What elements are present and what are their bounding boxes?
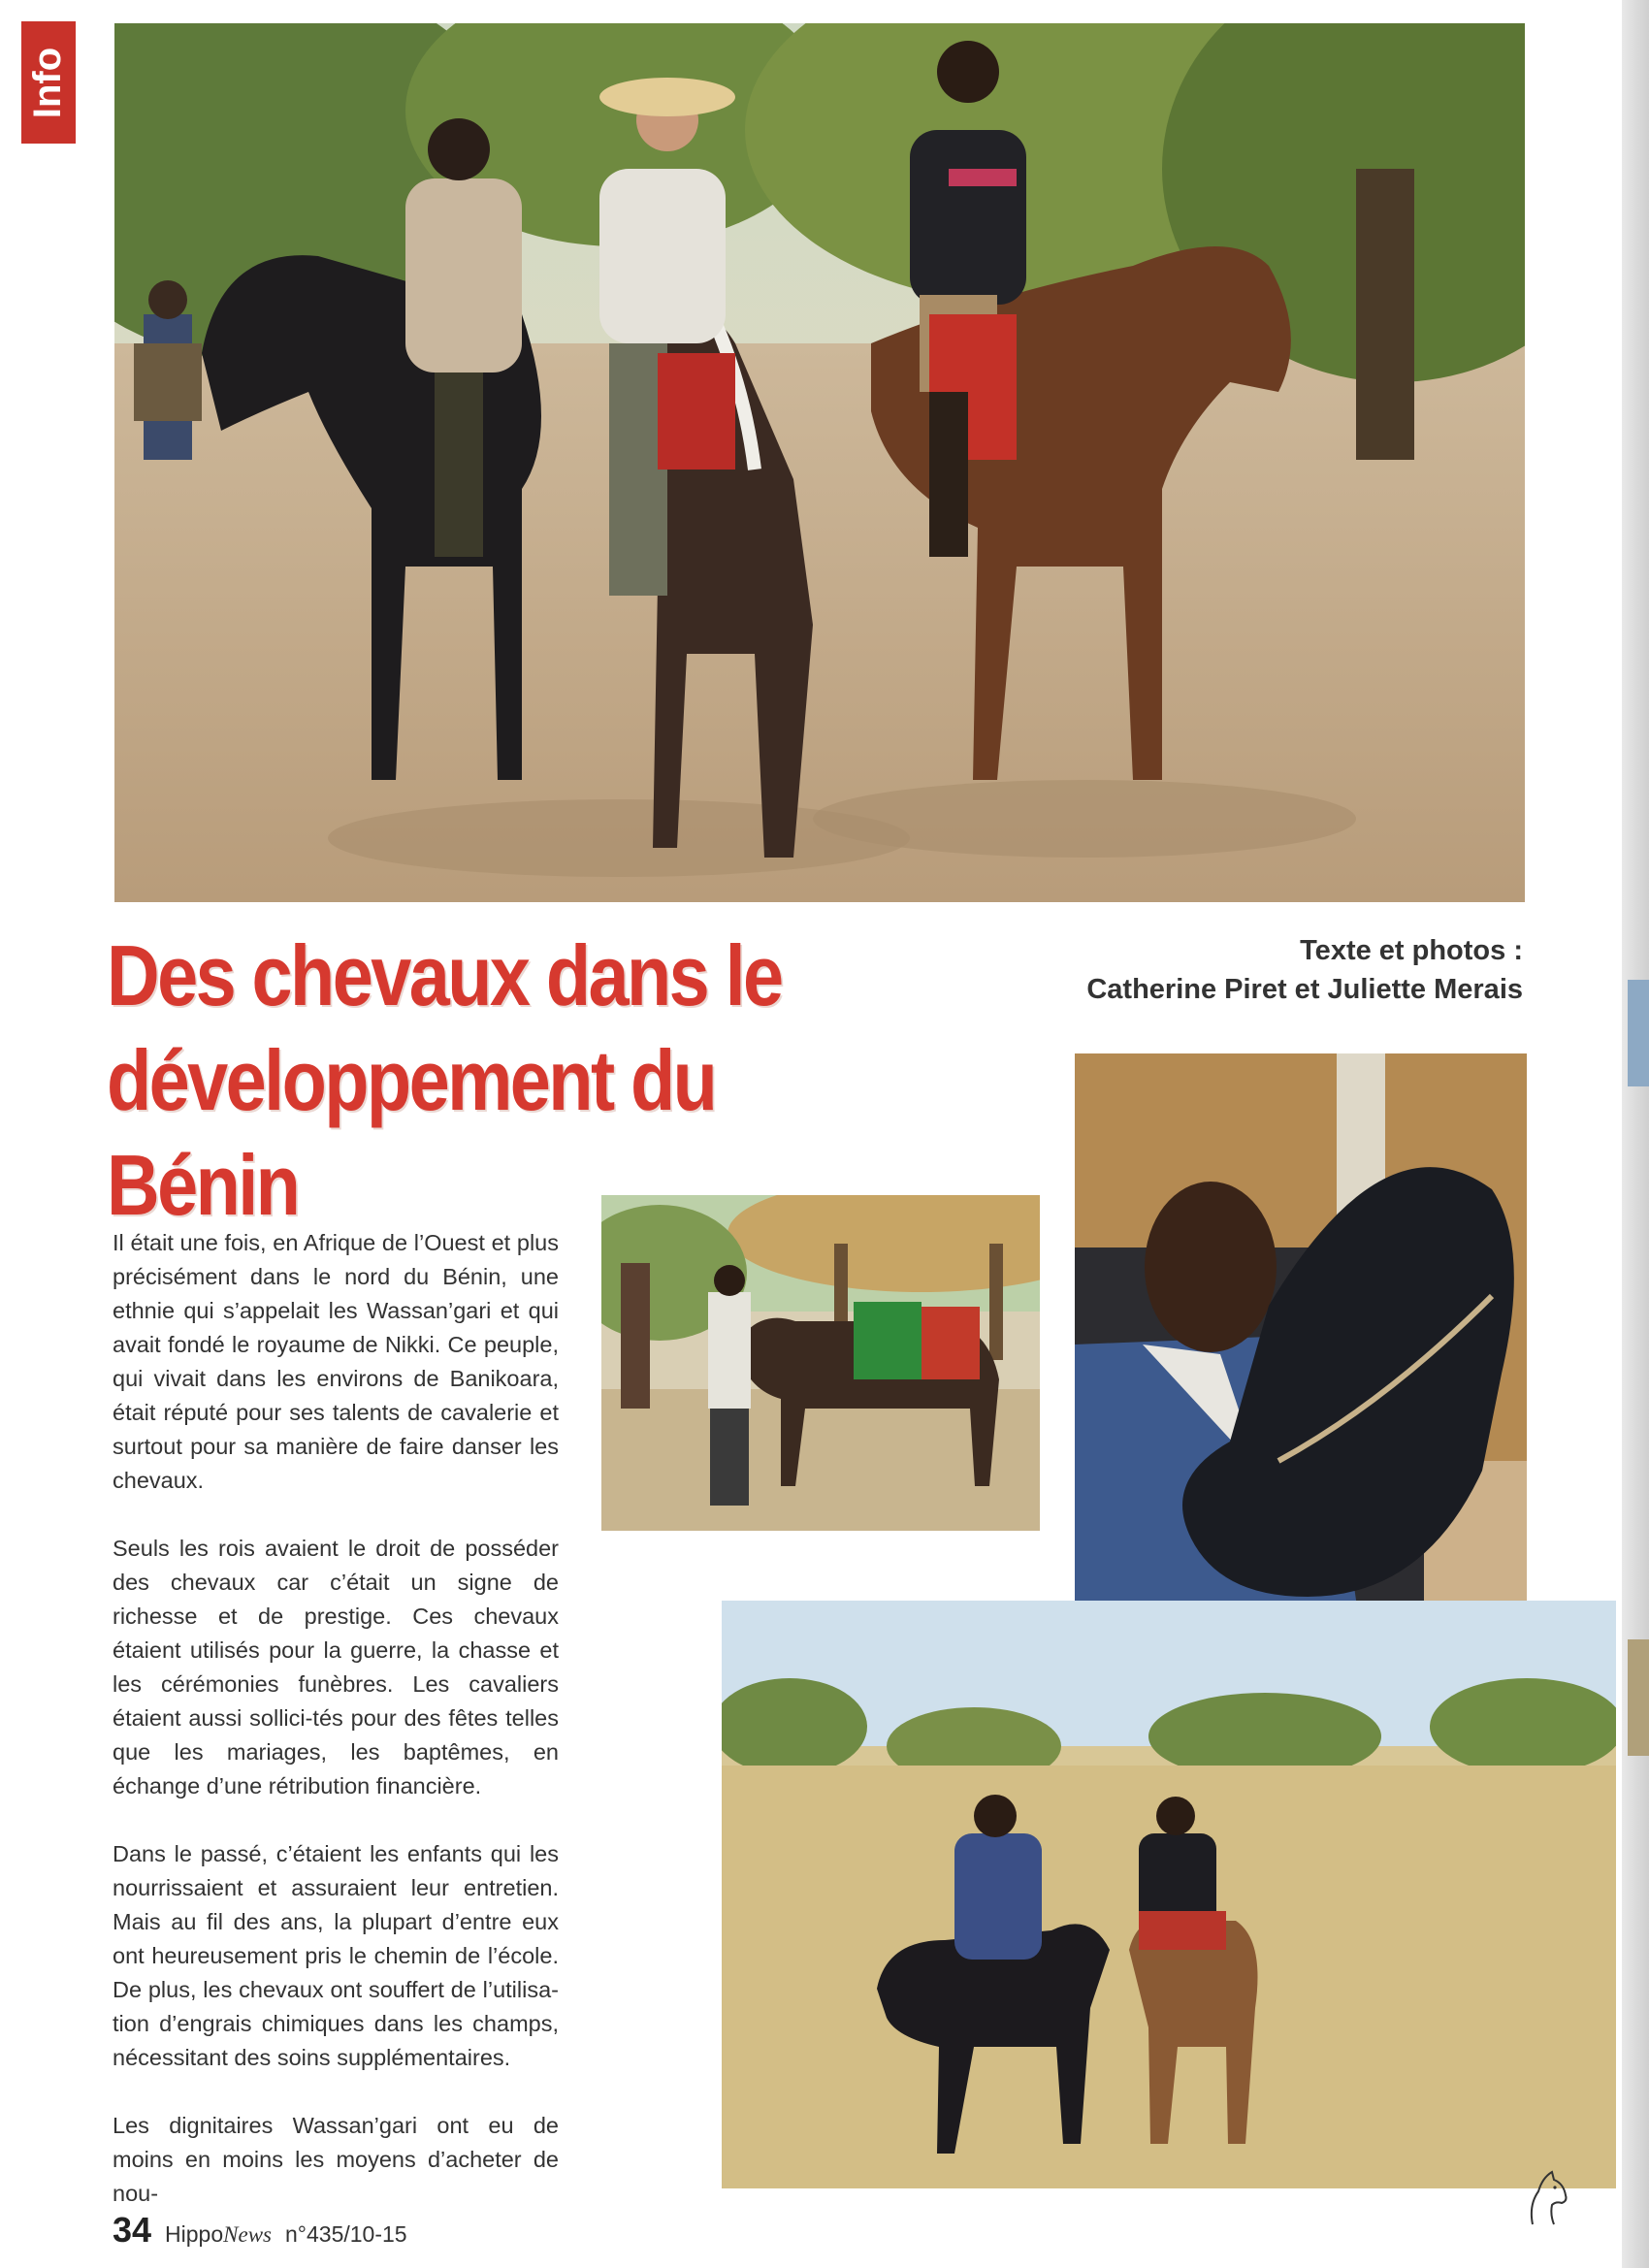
title-line-2: développement du Bénin [107, 1032, 716, 1233]
issue-number: n°435/10-15 [285, 2221, 407, 2247]
section-tab-label: Info [26, 47, 70, 118]
paragraph-4: Les dignitaires Wassan’gari ont eu de moins en moins les moyens d’acheter de nou- [113, 2113, 559, 2206]
paragraph-1: Il était une fois, en Afrique de l’Ouest et plus précisément dans le nord du Bénin, une ethnie qui s’appelait les Wassan’gari et qui avait fondé le royaume de Nikki. Ce peuple, qui vivait dans les environs de Banikoara, était réputé pour ses talents de cavalerie et surtout pour sa manière de faire danser les chevaux. [113, 1230, 559, 1493]
horse-head-icon [1523, 2168, 1571, 2228]
photo-decorated-horse [601, 1195, 1040, 1531]
article-body [113, 1226, 559, 2211]
hero-photo-riders [114, 23, 1525, 902]
article-credit [1086, 931, 1523, 1009]
paragraph-3: Dans le passé, c’étaient les enfants qui les nourrissaient et assuraient leur entretien. Mais au fil des ans, la plupart d’entre eux ont heureusement pris le chemin de l’école. De plus, les chevaux ont souffert de l’utilisa-tion d’engrais chimiques dans les champs, nécessitant des soins supplémentaires. [113, 1841, 559, 2070]
page-footer [113, 2210, 407, 2251]
section-tab [21, 21, 76, 144]
photo-riders-savanna [722, 1601, 1616, 2188]
paragraph-2: Seuls les rois avaient le droit de posséder des chevaux car c’était un signe de richesse et de prestige. Ces chevaux étaient utilisés pour la guerre, la chasse et les cérémonies funèbres. Les cavaliers étaient aussi sollici-tés pour des fêtes telles que les mariages, les baptêmes, en échange d’une rétribution financière. [113, 1536, 559, 1798]
adjacent-page-strip [1628, 1639, 1649, 1756]
page-edge-shadow [1622, 0, 1649, 2268]
brand-hippo: Hippo [165, 2221, 224, 2247]
adjacent-page-strip [1628, 980, 1649, 1086]
credit-line-1: Texte et photos : [1300, 935, 1523, 966]
magazine-brand [165, 2221, 272, 2248]
page-number: 34 [113, 2210, 152, 2250]
credit-line-2: Catherine Piret et Juliette Merais [1086, 974, 1523, 1005]
brand-news: News [223, 2222, 272, 2247]
title-line-1: Des chevaux dans le [107, 927, 782, 1023]
article-title [107, 923, 832, 1238]
